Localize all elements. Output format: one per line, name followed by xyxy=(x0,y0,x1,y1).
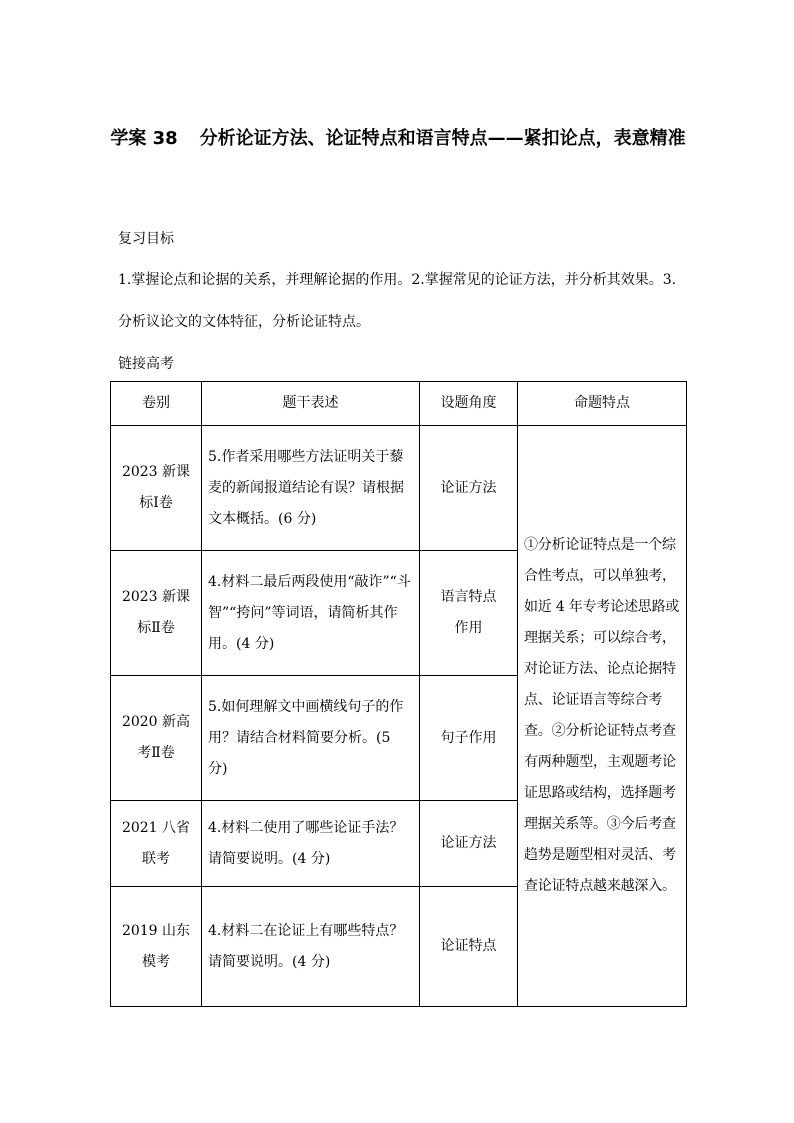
cell-question: 4.材料二最后两段使用“敲诈”“斗智”“挎问”等词语，请简析其作用。(4 分) xyxy=(202,551,420,676)
header-features: 命题特点 xyxy=(518,382,687,426)
cell-angle: 论证方法 xyxy=(420,801,518,887)
cell-paper: 2023 新课标Ⅱ卷 xyxy=(111,551,202,676)
header-paper: 卷别 xyxy=(111,382,202,426)
cell-question: 5.如何理解文中画横线句子的作用？请结合材料简要分析。(5 分) xyxy=(202,676,420,801)
exam-table xyxy=(110,381,687,1007)
cell-angle: 句子作用 xyxy=(420,676,518,801)
cell-question: 4.材料二使用了哪些论证手法？请简要说明。(4 分) xyxy=(202,801,420,887)
header-question: 题干表述 xyxy=(202,382,420,426)
cell-features: ①分析论证特点是一个综合性考点，可以单独考，如近 4 年专考论述思路或理据关系；可以综合考，对论证方法、论点论据特点、论证语言等综合考查。②分析论证特点考查有两种题型，主观题考论证思路或结构，选择题考理据关系等。③今后考查趋势是题型相对灵活、考查论证特点越来越深入。 xyxy=(518,426,687,1007)
cell-question: 4.材料二在论证上有哪些特点？请简要说明。(4 分) xyxy=(202,887,420,1007)
cell-paper: 2019 山东模考 xyxy=(111,887,202,1007)
goals-heading: 复习目标 xyxy=(118,231,174,247)
table-header-row xyxy=(111,382,687,426)
goals-text: 1.掌握论点和论据的关系，并理解论据的作用。2.掌握常见的论证方法，并分析其效果。3.分析议论文的文体特征，分析论证特点。 xyxy=(118,272,677,330)
cell-angle: 论证方法 xyxy=(420,426,518,551)
link-heading: 链接高考 xyxy=(118,356,174,372)
cell-paper: 2021 八省联考 xyxy=(111,801,202,887)
cell-paper: 2020 新高考Ⅱ卷 xyxy=(111,676,202,801)
cell-question: 5.作者采用哪些方法证明关于藜麦的新闻报道结论有误？请根据文本概括。(6 分) xyxy=(202,426,420,551)
header-angle: 设题角度 xyxy=(420,382,518,426)
cell-angle: 论证特点 xyxy=(420,887,518,1007)
table-row xyxy=(111,426,687,551)
cell-angle: 语言特点作用 xyxy=(420,551,518,676)
lesson-number: 学案 38 xyxy=(110,128,178,149)
lesson-title: 分析论证方法、论证特点和语言特点——紧扣论点，表意精准 xyxy=(199,128,686,149)
cell-paper: 2023 新课标Ⅰ卷 xyxy=(111,426,202,551)
page-title xyxy=(110,118,686,160)
